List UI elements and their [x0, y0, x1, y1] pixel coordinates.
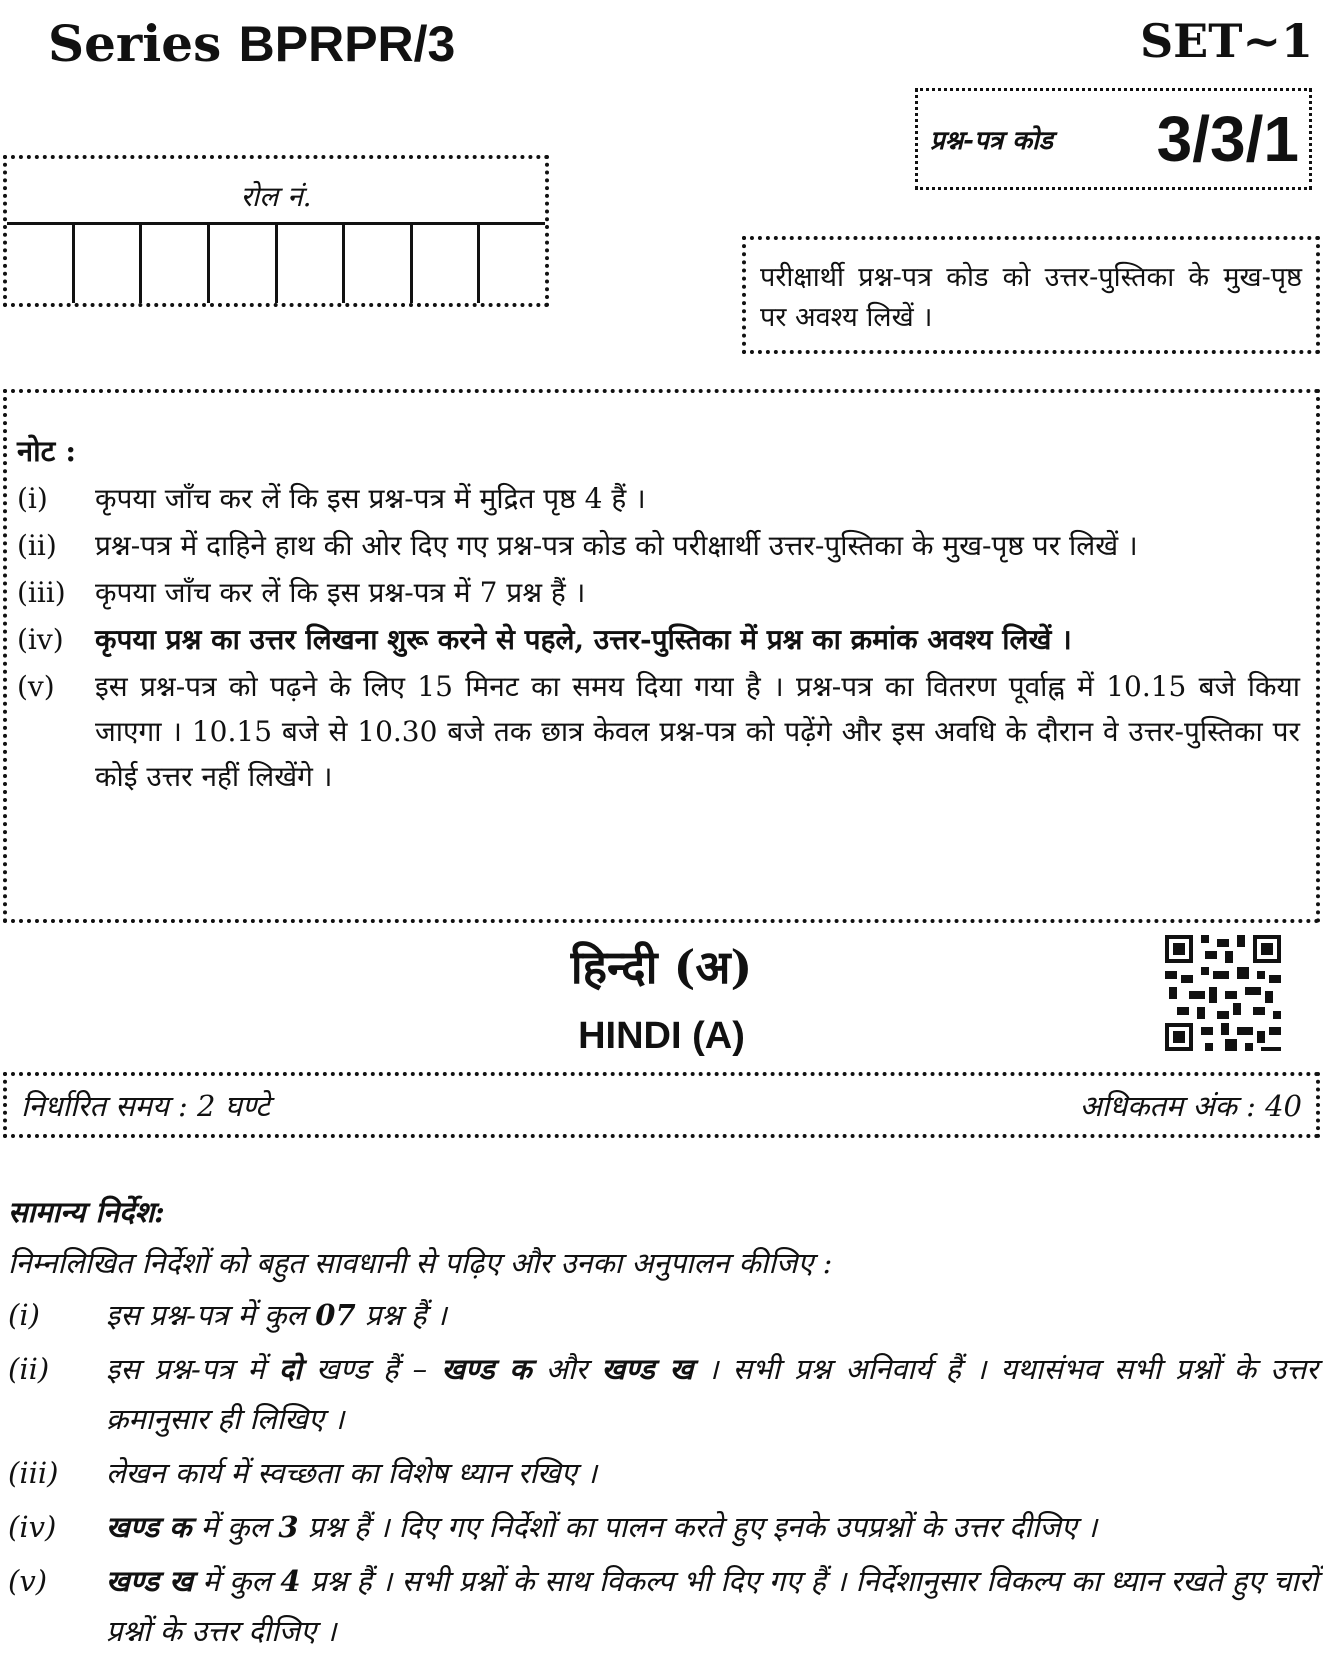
roll-number-cells	[7, 222, 545, 303]
emphasis-text: खण्ड क	[106, 1510, 192, 1544]
note-item-text: कृपया जाँच कर लें कि इस प्रश्न-पत्र में 7 प्रश्न हैं ।	[95, 576, 586, 609]
note-box	[3, 389, 1320, 923]
roll-number-cell	[75, 225, 143, 303]
general-instructions-list	[8, 1290, 1318, 1656]
roll-number-cell	[210, 225, 278, 303]
instruction-text-part: में कुल	[191, 1510, 279, 1544]
note-item	[17, 617, 1300, 662]
series-code: BPRPR/3	[238, 16, 456, 72]
general-instructions-heading: सामान्य निर्देश:	[8, 1195, 165, 1229]
time-marks-box	[3, 1072, 1320, 1138]
allotted-time: निर्धारित समय : 2 घण्टे	[21, 1088, 270, 1123]
general-instruction-number: (iii)	[8, 1456, 59, 1490]
note-item-text: इस प्रश्न-पत्र को पढ़ने के लिए 15 मिनट का समय दिया गया है । प्रश्न-पत्र का वितरण पूर्वाह्न में 10.15 बजे किया जाएगा । 10.15 बजे से 10.30 बजे तक छात्र केवल प्रश्न-पत्र को पढ़ेंगे और इस अवधि के दौरान वे उत्तर-पुस्तिका पर कोई उत्तर नहीं लिखेंगे ।	[95, 670, 1300, 793]
emphasis-text: खण्ड क	[441, 1352, 532, 1386]
general-instruction-item	[8, 1344, 1318, 1444]
note-item-number: (i)	[17, 482, 48, 515]
emphasis-text: दो	[278, 1352, 302, 1386]
roll-number-cell	[7, 225, 75, 303]
general-instruction-number: (ii)	[8, 1352, 50, 1386]
note-item-number: (ii)	[17, 529, 57, 562]
code-label: प्रश्न-पत्र कोड	[930, 126, 1053, 156]
note-item	[17, 476, 1300, 521]
instruction-text-part: प्रश्न हैं । सभी प्रश्नों के साथ विकल्प भी दिए गए हैं । निर्देशानुसार विकल्प का ध्यान रखते हुए चारों प्रश्नों के उत्तर दीजिए ।	[106, 1564, 1319, 1648]
set-label: SET~1	[1139, 14, 1313, 68]
emphasis-text: खण्ड ख	[601, 1352, 694, 1386]
instruction-text-part: । सभी प्रश्न अनिवार्य हैं । यथासंभव सभी प्रश्नों के उत्तर क्रमानुसार ही लिखिए ।	[106, 1352, 1318, 1436]
general-instruction-item	[8, 1556, 1318, 1656]
general-instruction-text	[106, 1556, 1318, 1656]
question-paper-code-box	[915, 88, 1312, 190]
general-instruction-item	[8, 1502, 1318, 1552]
instruction-text-part: लेखन कार्य में स्वच्छता का विशेष ध्यान रखिए ।	[106, 1456, 597, 1490]
general-instruction-text	[106, 1502, 1318, 1552]
instruction-text-part: और	[531, 1352, 602, 1386]
roll-number-cell	[345, 225, 413, 303]
general-instructions-intro: निम्नलिखित निर्देशों को बहुत सावधानी से पढ़िए और उनका अनुपालन कीजिए :	[8, 1246, 833, 1280]
note-item-number: (iii)	[17, 576, 66, 609]
general-instruction-text	[106, 1344, 1318, 1444]
instruction-text-part: प्रश्न हैं । दिए गए निर्देशों का पालन करते हुए इनके उपप्रश्नों के उत्तर दीजिए ।	[298, 1510, 1098, 1544]
instruction-text-part: इस प्रश्न-पत्र में	[106, 1352, 279, 1386]
roll-number-label: रोल नं.	[240, 180, 312, 213]
roll-number-box	[3, 155, 549, 307]
code-instruction-box: परीक्षार्थी प्रश्न-पत्र कोड को उत्तर-पुस्तिका के मुख-पृष्ठ पर अवश्य लिखें ।	[742, 236, 1320, 354]
note-item-number: (v)	[17, 670, 55, 703]
note-item	[17, 523, 1300, 568]
general-instruction-item	[8, 1448, 1318, 1498]
note-item-text: कृपया जाँच कर लें कि इस प्रश्न-पत्र में मुद्रित पृष्ठ 4 हैं ।	[95, 482, 646, 515]
roll-number-cell	[142, 225, 210, 303]
roll-number-cell	[278, 225, 346, 303]
emphasis-text: खण्ड ख	[106, 1564, 193, 1598]
note-item	[17, 570, 1300, 615]
maximum-marks: अधिकतम अंक : 40	[1079, 1088, 1302, 1123]
emphasis-text: 3	[278, 1510, 299, 1544]
general-instruction-number: (i)	[8, 1298, 40, 1332]
instruction-text-part: इस प्रश्न-पत्र में कुल	[106, 1298, 316, 1332]
emphasis-text: 4	[280, 1564, 301, 1598]
general-instruction-text	[106, 1290, 1318, 1340]
note-item	[17, 664, 1300, 799]
general-instruction-number: (v)	[8, 1564, 48, 1598]
qr-code-icon	[1165, 935, 1281, 1051]
code-value: 3/3/1	[1156, 103, 1299, 175]
roll-number-cell	[413, 225, 481, 303]
note-list	[17, 476, 1300, 799]
note-item-text: प्रश्न-पत्र में दाहिने हाथ की ओर दिए गए प्रश्न-पत्र कोड को परीक्षार्थी उत्तर-पुस्तिका के मुख-पृष्ठ पर लिखें ।	[95, 529, 1138, 562]
instruction-text-part: प्रश्न हैं ।	[355, 1298, 447, 1332]
emphasis-text: 07	[315, 1298, 356, 1332]
roll-number-cell	[480, 225, 545, 303]
note-item-text: कृपया प्रश्न का उत्तर लिखना शुरू करने से पहले, उत्तर-पुस्तिका में प्रश्न का क्रमांक अवश्य लिखें ।	[95, 623, 1072, 656]
general-instruction-number: (iv)	[8, 1510, 57, 1544]
general-instructions	[8, 1192, 1318, 1656]
subject-title-english: HINDI (A)	[578, 1015, 745, 1057]
note-item-number: (iv)	[17, 623, 64, 656]
general-instruction-item	[8, 1290, 1318, 1340]
series-prefix: Series	[48, 14, 239, 73]
instruction-text-part: खण्ड हैं –	[301, 1352, 442, 1386]
general-instruction-text	[106, 1448, 1318, 1498]
subject-title-hindi: हिन्दी (अ)	[570, 940, 753, 994]
note-heading: नोट :	[17, 434, 77, 468]
series-heading	[48, 14, 455, 73]
instruction-text-part: में कुल	[193, 1564, 281, 1598]
